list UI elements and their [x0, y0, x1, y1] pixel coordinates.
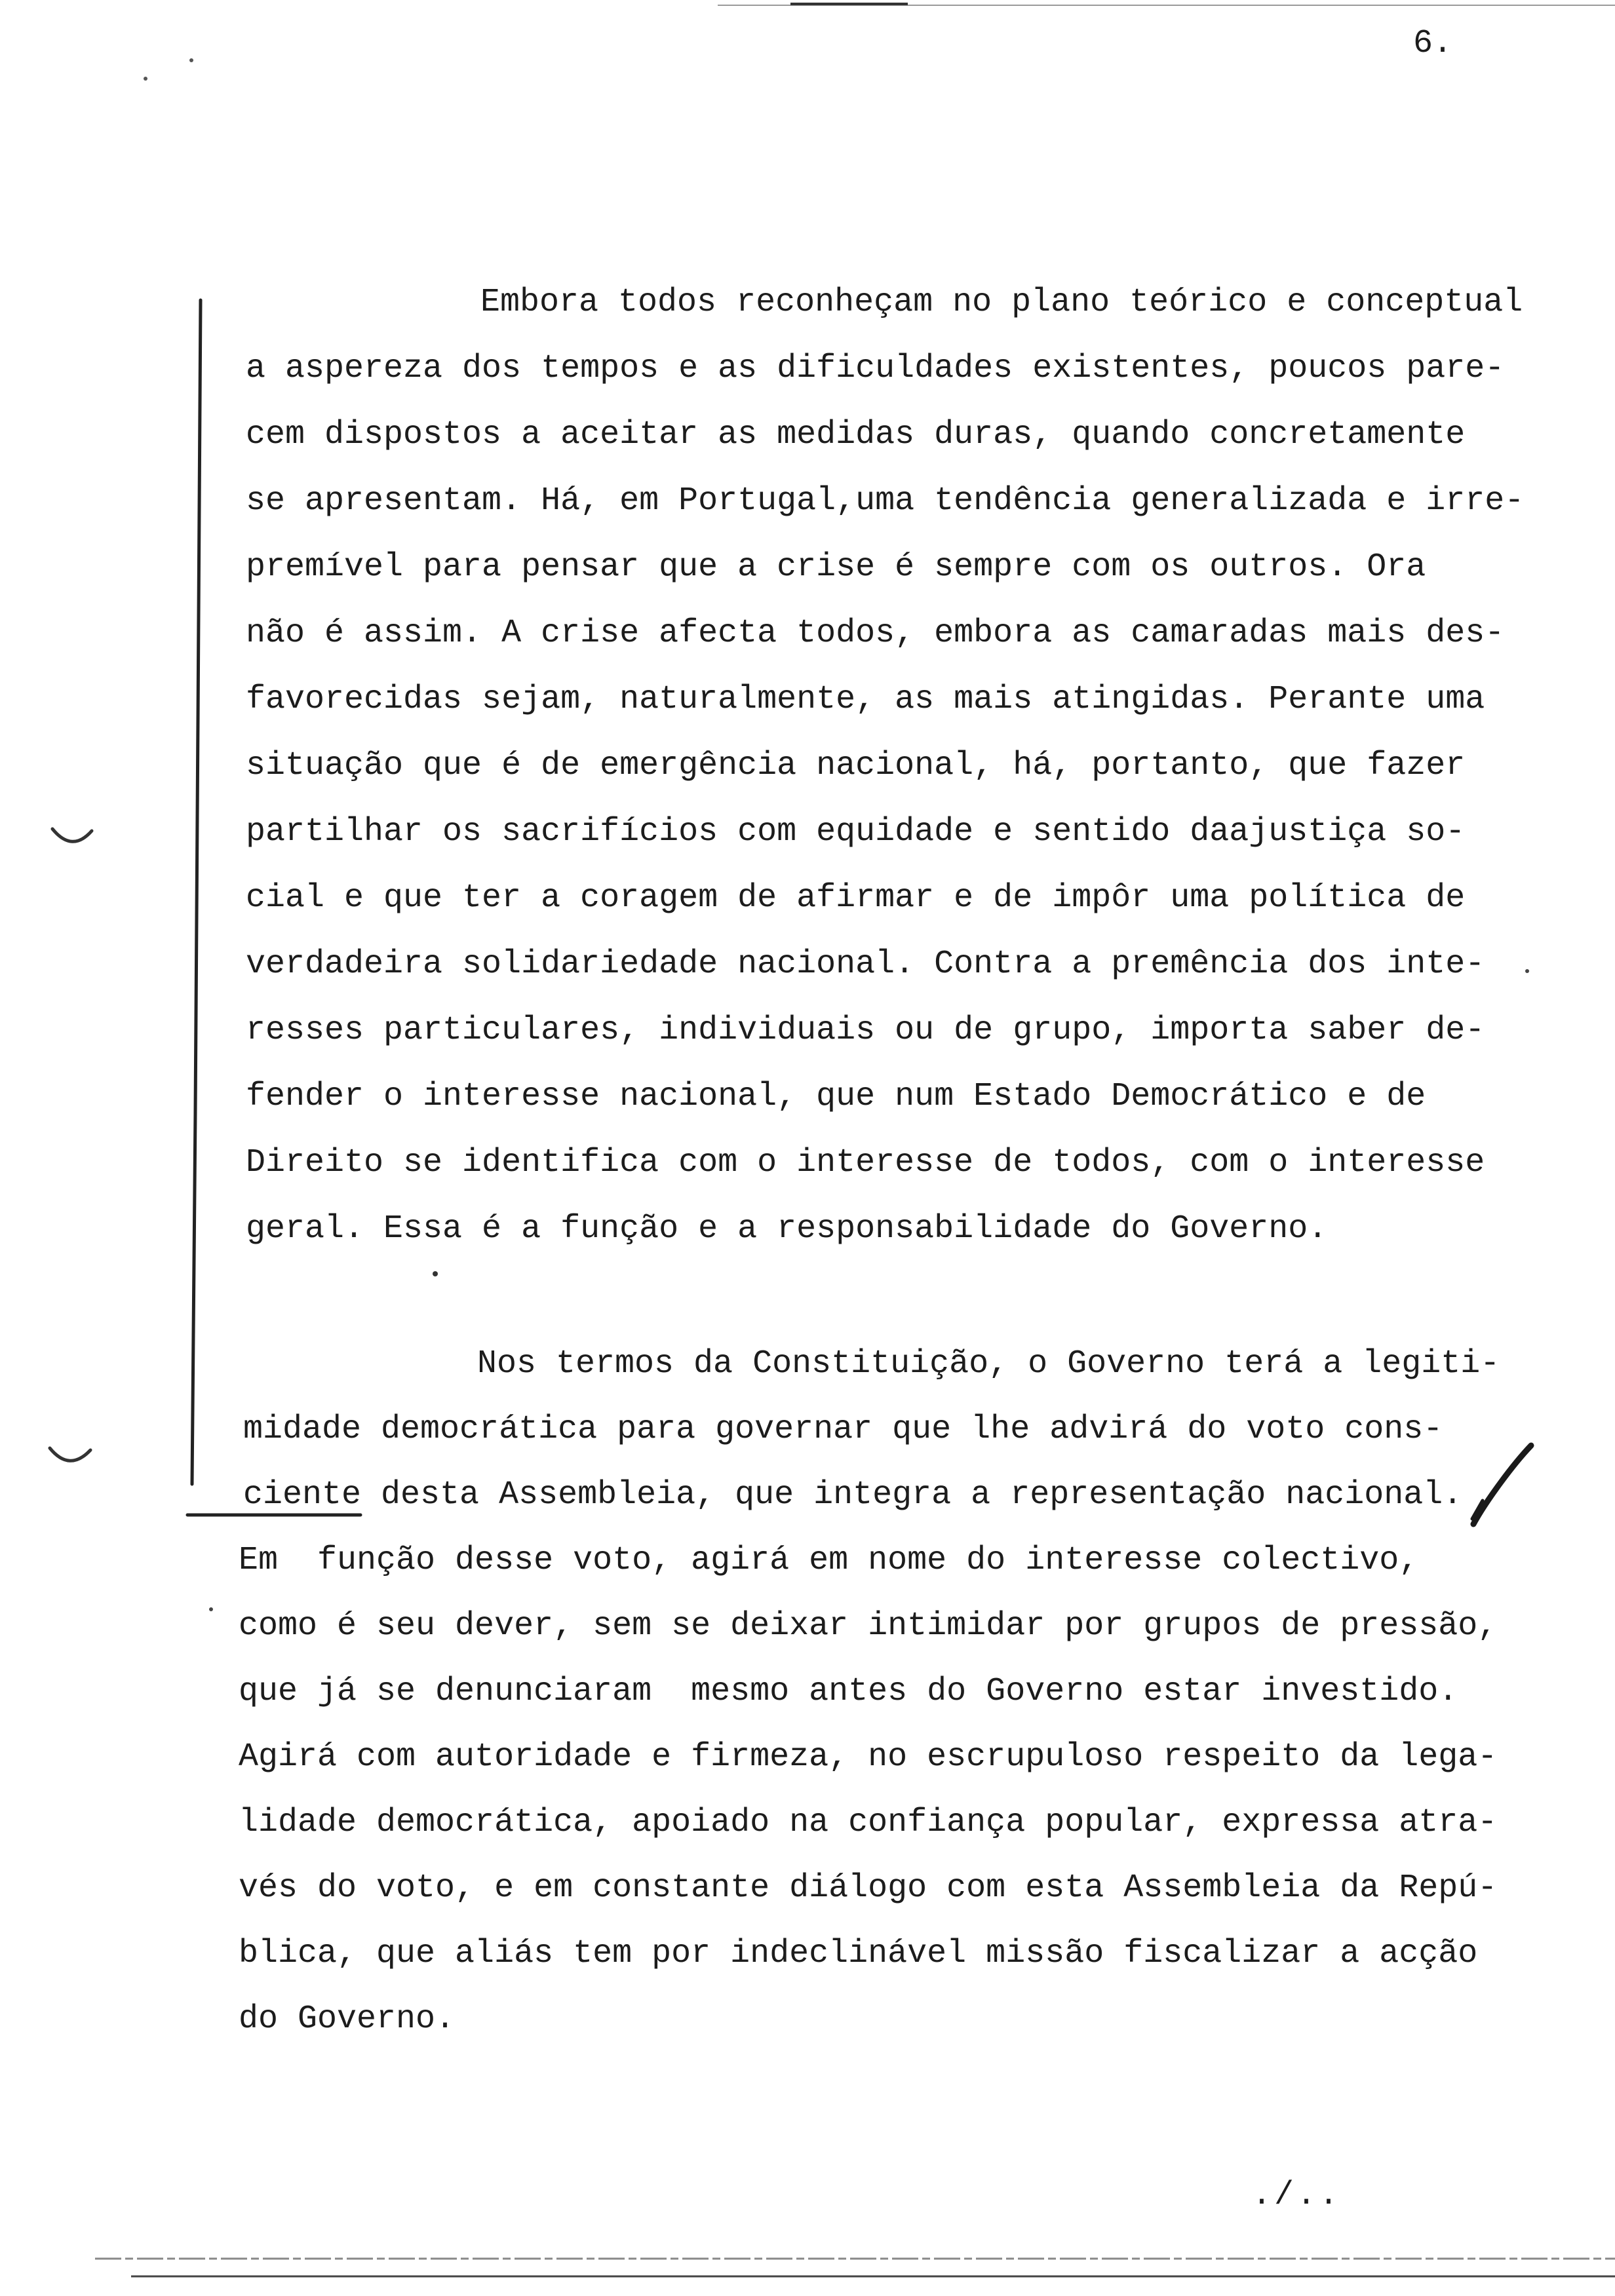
text-line: Nos termos da Constituição, o Governo terá a legiti-	[477, 1345, 1500, 1383]
punch-hole-mark	[50, 1448, 90, 1461]
margin-bracket-vertical	[192, 300, 201, 1484]
text-line: favorecidas sejam, naturalmente, as mais atingidas. Perante uma	[246, 681, 1485, 718]
text-line: fender o interesse nacional, que num Estado Democrático e de	[246, 1078, 1426, 1115]
text-line: como é seu dever, sem se deixar intimidar por grupos de pressão,	[239, 1607, 1498, 1645]
speck	[144, 77, 147, 81]
text-line: Embora todos reconheçam no plano teórico e conceptual	[480, 284, 1523, 321]
speck	[433, 1271, 438, 1276]
text-line: situação que é de emergência nacional, há, portanto, que fazer	[246, 747, 1466, 784]
text-line: que já se denunciaram mesmo antes do Governo estar investido.	[239, 1673, 1458, 1710]
text-line: geral. Essa é a função e a responsabilidade do Governo.	[246, 1210, 1328, 1248]
paragraph	[246, 269, 1603, 1262]
punch-hole-mark	[52, 829, 92, 841]
page-number: 6.	[1413, 25, 1453, 62]
text-line: cial e que ter a coragem de afirmar e de impôr uma política de	[246, 879, 1466, 917]
text-line: resses particulares, individuais ou de grupo, importa saber de-	[246, 1012, 1485, 1049]
text-line: se apresentam. Há, em Portugal,uma tendência generalizada e irre-	[246, 482, 1525, 520]
text-line: lidade democrática, apoiado na confiança popular, expressa atra-	[239, 1804, 1498, 1841]
text-line: não é assim. A crise afecta todos, embora as camaradas mais des-	[246, 615, 1505, 652]
text-line: midade democrática para governar que lhe advirá do voto cons-	[243, 1411, 1443, 1448]
text-line: blica, que aliás tem por indeclinável missão fiscalizar a acção	[239, 1935, 1478, 1972]
paragraph	[239, 1331, 1595, 2052]
speck	[209, 1607, 213, 1611]
text-line: partilhar os sacrifícios com equidade e sentido daajustiça so-	[246, 813, 1466, 851]
text-line: vés do voto, e em constante diálogo com esta Assembleia da Repú-	[239, 1869, 1498, 1907]
text-line: premível para pensar que a crise é sempre com os outros. Ora	[246, 548, 1426, 586]
text-line: Agirá com autoridade e firmeza, no escrupuloso respeito da lega-	[239, 1738, 1498, 1776]
speck	[189, 58, 193, 62]
text-line: ciente desta Assembleia, que integra a representação nacional.	[243, 1476, 1463, 1514]
text-line: Direito se identifica com o interesse de todos, com o interesse	[246, 1144, 1485, 1181]
text-line: Em função desse voto, agirá em nome do interesse colectivo,	[239, 1542, 1419, 1579]
continuation-mark: ./..	[1252, 2177, 1342, 2214]
text-line: do Governo.	[239, 2000, 456, 2038]
text-line: cem dispostos a aceitar as medidas duras, quando concretamente	[246, 416, 1466, 453]
text-line: verdadeira solidariedade nacional. Contra a premência dos inte-	[246, 946, 1485, 983]
text-line: a aspereza dos tempos e as dificuldades existentes, poucos pare-	[246, 350, 1505, 387]
